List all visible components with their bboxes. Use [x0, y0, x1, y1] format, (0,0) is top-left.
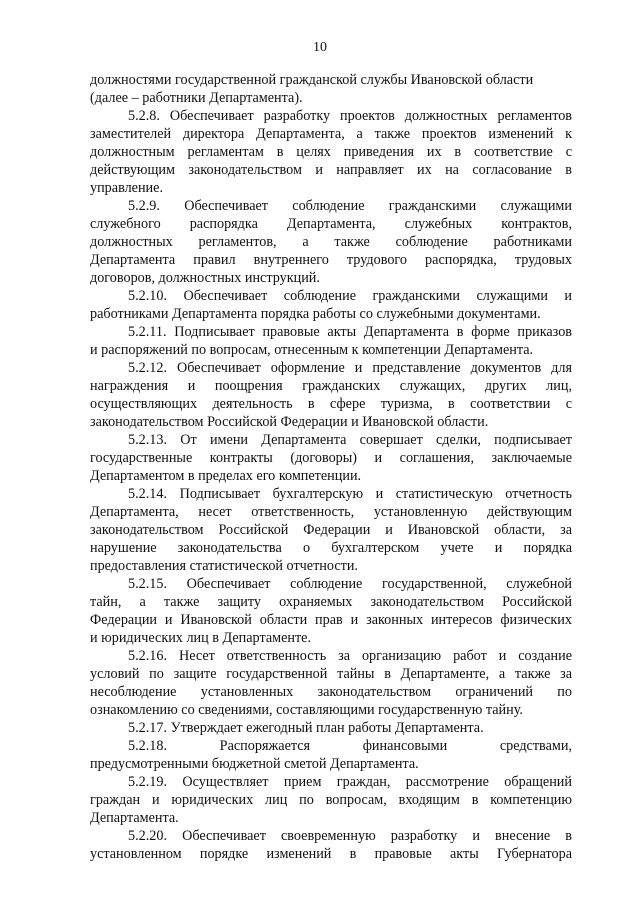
text-line: награждения и поощрения гражданских служащих, других лиц,: [90, 378, 572, 394]
text-line: Департамента, несет ответственность, установленную действующим: [90, 504, 572, 520]
paragraph-start-line: 5.2.15. Обеспечивает соблюдение государственной, служебной: [128, 576, 572, 592]
paragraph-start-line: 5.2.19. Осуществляет прием граждан, рассмотрение обращений: [128, 774, 572, 790]
paragraph-start-line: 5.2.17. Утверждает ежегодный план работы Департамента.: [128, 720, 484, 736]
text-line: Департамента.: [90, 810, 179, 826]
text-line: установленном порядке изменений в правовые акты Губернатора: [90, 846, 572, 862]
text-line: граждан и юридических лиц по вопросам, входящим в компетенцию: [90, 792, 572, 808]
text-line: должностным регламентам в целях приведения их в соответствие с: [90, 144, 572, 160]
paragraph-start-line: 5.2.14. Подписывает бухгалтерскую и статистическую отчетность: [128, 486, 572, 502]
text-line: условий по защите государственной тайны в Департаменте, а также за: [90, 666, 572, 682]
text-line: предусмотренными бюджетной сметой Департамента.: [90, 756, 419, 772]
paragraph-start-line: 5.2.8. Обеспечивает разработку проектов должностных регламентов: [128, 108, 572, 124]
paragraph-start-line: 5.2.20. Обеспечивает своевременную разработку и внесение в: [128, 828, 572, 844]
paragraph-start-line: 5.2.9. Обеспечивает соблюдение гражданскими служащими: [128, 198, 572, 214]
paragraph-start-line: 5.2.16. Несет ответственность за организацию работ и создание: [128, 648, 572, 664]
text-line: законодательством Российской Федерации и Ивановской области, за: [90, 522, 572, 538]
text-line: должностями государственной гражданской службы Ивановской области: [90, 72, 534, 88]
paragraph-start-line: 5.2.18. Распоряжается финансовыми средствами,: [128, 738, 572, 754]
text-line: ознакомлению со сведениями, составляющими государственную тайну.: [90, 702, 523, 718]
text-line: несоблюдение установленных законодательством ограничений по: [90, 684, 572, 700]
paragraph-start-line: 5.2.10. Обеспечивает соблюдение гражданскими служащими и: [128, 288, 572, 304]
text-line: служебного распорядка Департамента, служебных контрактов,: [90, 216, 572, 232]
text-line: должностных регламентов, а также соблюдение работниками: [90, 234, 572, 250]
text-line: законодательством Российской Федерации и Ивановской области.: [90, 414, 489, 430]
text-line: управление.: [90, 180, 163, 196]
page-number: 10: [313, 40, 327, 55]
paragraph-start-line: 5.2.12. Обеспечивает оформление и представление документов для: [128, 360, 572, 376]
text-line: и распоряжений по вопросам, отнесенным к компетенции Департамента.: [90, 342, 534, 358]
text-line: действующим законодательством и направляет их на согласование в: [90, 162, 572, 178]
text-line: договоров, должностных инструкций.: [90, 270, 320, 286]
text-line: Департаментом в пределах его компетенции.: [90, 468, 362, 484]
text-line: осуществляющих деятельность в сфере туризма, в соответствии с: [90, 396, 572, 412]
text-line: предоставления статистической отчетности.: [90, 558, 358, 574]
text-line: работниками Департамента порядка работы со служебными документами.: [90, 306, 541, 322]
text-line: тайн, а также защиту охраняемых законодательством Российской: [90, 594, 572, 610]
paragraph-start-line: 5.2.13. От имени Департамента совершает сделки, подписывает: [128, 432, 572, 448]
text-line: заместителей директора Департамента, а также проектов изменений к: [90, 126, 572, 142]
text-line: нарушение законодательства о бухгалтерском учете и порядка: [90, 540, 572, 556]
text-line: (далее – работники Департамента).: [90, 90, 303, 106]
text-line: и юридических лиц в Департаменте.: [90, 630, 312, 646]
text-line: государственные контракты (договоры) и соглашения, заключаемые: [90, 450, 572, 466]
text-line: Департамента правил внутреннего трудового распорядка, трудовых: [90, 252, 572, 268]
text-line: Федерации и Ивановской области прав и законных интересов физических: [90, 612, 572, 628]
paragraph-start-line: 5.2.11. Подписывает правовые акты Департамента в форме приказов: [128, 324, 572, 340]
